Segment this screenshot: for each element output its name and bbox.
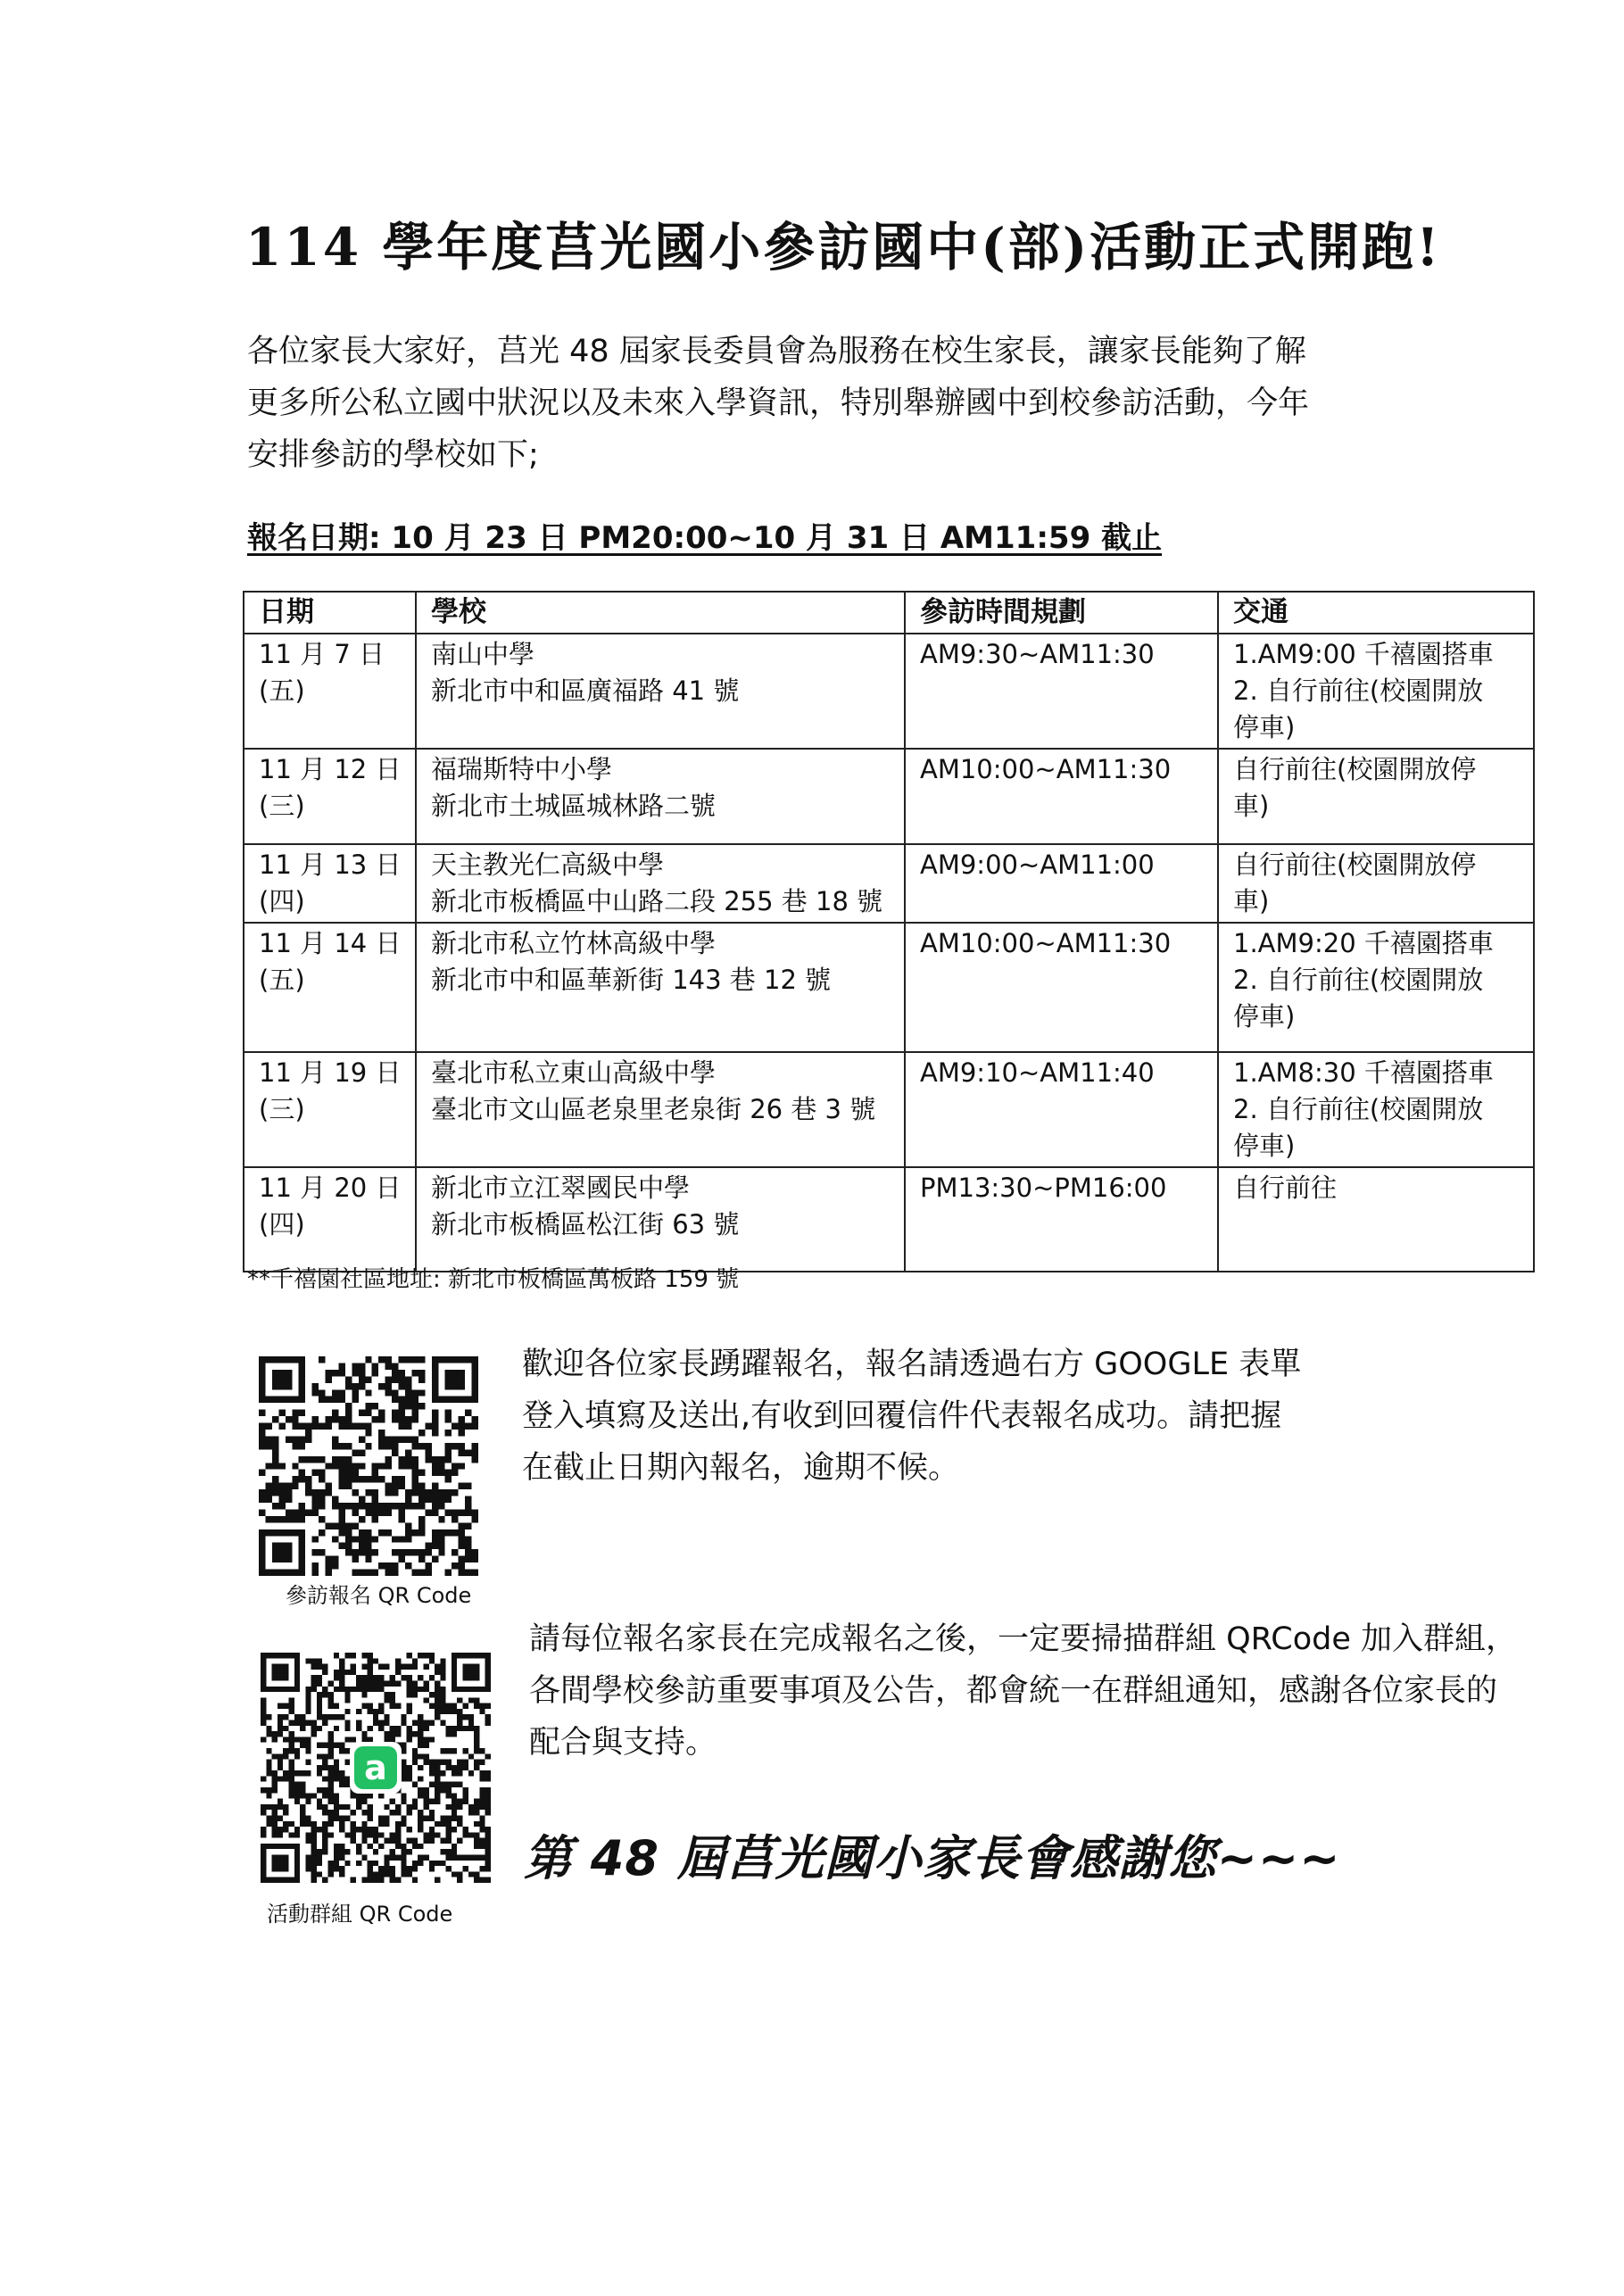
school-cell [416, 749, 905, 844]
time-cell [905, 844, 1218, 923]
group-qr-caption: 活動群組 QR Code [267, 1902, 453, 1927]
school-address: 新北市中和區廣福路 41 號 [431, 676, 740, 706]
visit-time: AM9:30~AM11:30 [920, 639, 1155, 669]
date-text: 11 月 13 日 [259, 850, 402, 880]
weekday-text: (五) [259, 965, 305, 995]
transport-line: 1.AM9:20 千禧園搭車 [1233, 928, 1494, 958]
transport-cell [1218, 1167, 1534, 1272]
group-qr-code[interactable] [261, 1653, 491, 1883]
visit-time: AM10:00~AM11:30 [920, 928, 1172, 958]
date-text: 11 月 14 日 [259, 928, 402, 958]
weekday-text: (五) [259, 676, 305, 706]
school-name: 天主教光仁高級中學 [431, 850, 665, 880]
date-text: 11 月 19 日 [259, 1057, 402, 1088]
transport-cell [1218, 1052, 1534, 1167]
date-text: 11 月 20 日 [259, 1173, 402, 1203]
transport-cell [1218, 923, 1534, 1052]
table-row [244, 1052, 1534, 1167]
column-header-transport: 交通 [1218, 592, 1534, 634]
signup-text-line-1: 歡迎各位家長踴躍報名，報名請透過右方 GOOGLE 表單 [522, 1347, 1302, 1382]
school-name: 臺北市私立東山高級中學 [431, 1057, 717, 1088]
school-name: 新北市私立竹林高級中學 [431, 928, 717, 958]
group-text-line-1: 請每位報名家長在完成報名之後，一定要掃描群組 QRCode 加入群組， [529, 1621, 1517, 1657]
school-name: 福瑞斯特中小學 [431, 754, 613, 784]
weekday-text: (三) [259, 1094, 305, 1124]
community-address-note: **千禧園社區地址: 新北市板橋區萬板路 159 號 [247, 1266, 740, 1293]
column-header-school: 學校 [416, 592, 905, 634]
group-text-line-2: 各間學校參訪重要事項及公告，都會統一在群組通知，感謝各位家長的 [529, 1673, 1498, 1709]
qr-code-icon [259, 1356, 478, 1576]
school-cell [416, 923, 905, 1052]
app-logo-icon: a [354, 1746, 397, 1789]
table-row [244, 923, 1534, 1052]
transport-cell [1218, 844, 1534, 923]
table-row [244, 844, 1534, 923]
intro-line-2: 更多所公私立國中狀況以及未來入學資訊，特別舉辦國中到校參訪活動，今年 [247, 385, 1310, 421]
signup-text-line-2: 登入填寫及送出,有收到回覆信件代表報名成功。請把握 [522, 1398, 1282, 1434]
date-cell [244, 634, 416, 749]
schedule-table [243, 591, 1535, 1272]
table-header-row [244, 592, 1534, 634]
signup-text-line-3: 在截止日期內報名，逾期不候。 [522, 1450, 960, 1486]
transport-line: 1.AM8:30 千禧園搭車 [1233, 1057, 1494, 1088]
thank-you-message: 第 48 屆莒光國小家長會感謝您~~~ [524, 1830, 1341, 1886]
weekday-text: (四) [259, 886, 305, 916]
time-cell [905, 1052, 1218, 1167]
school-cell [416, 1167, 905, 1272]
visit-time: AM9:00~AM11:00 [920, 850, 1155, 880]
transport-line: 1.AM9:00 千禧園搭車 [1233, 639, 1494, 669]
signup-qr-code[interactable] [259, 1356, 478, 1576]
table-row [244, 1167, 1534, 1272]
date-cell [244, 844, 416, 923]
group-text-line-3: 配合與支持。 [529, 1725, 717, 1761]
column-header-time: 參訪時間規劃 [905, 592, 1218, 634]
transport-line: 2. 自行前往(校園開放 [1233, 1094, 1484, 1124]
column-header-date: 日期 [244, 592, 416, 634]
transport-line: 2. 自行前往(校園開放 [1233, 676, 1484, 706]
time-cell [905, 749, 1218, 844]
date-cell [244, 749, 416, 844]
transport-line: 停車) [1233, 712, 1296, 742]
school-cell [416, 634, 905, 749]
registration-deadline: 報名日期: 10 月 23 日 PM20:00~10 月 31 日 AM11:59 截止 [247, 520, 1163, 556]
intro-line-3: 安排參訪的學校如下; [247, 437, 539, 473]
transport-cell [1218, 749, 1534, 844]
school-address: 新北市板橋區中山路二段 255 巷 18 號 [431, 886, 883, 916]
visit-time: AM10:00~AM11:30 [920, 754, 1172, 784]
transport-line: 車) [1233, 791, 1270, 821]
school-name: 新北市立江翠國民中學 [431, 1173, 691, 1203]
transport-line: 車) [1233, 886, 1270, 916]
transport-line: 自行前往(校園開放停 [1233, 754, 1477, 784]
school-address: 臺北市文山區老泉里老泉街 26 巷 3 號 [431, 1094, 876, 1124]
time-cell [905, 634, 1218, 749]
date-cell [244, 923, 416, 1052]
time-cell [905, 1167, 1218, 1272]
transport-line: 2. 自行前往(校園開放 [1233, 965, 1484, 995]
visit-time: AM9:10~AM11:40 [920, 1057, 1155, 1088]
school-cell [416, 844, 905, 923]
table-row [244, 634, 1534, 749]
school-address: 新北市中和區華新街 143 巷 12 號 [431, 965, 832, 995]
app-logo-frame [350, 1742, 402, 1794]
date-text: 11 月 7 日 [259, 639, 385, 669]
signup-qr-caption: 參訪報名 QR Code [286, 1583, 472, 1608]
intro-line-1: 各位家長大家好，莒光 48 屆家長委員會為服務在校生家長，讓家長能夠了解 [247, 334, 1306, 369]
transport-line: 停車) [1233, 1131, 1296, 1161]
school-address: 新北市板橋區松江街 63 號 [431, 1209, 740, 1239]
table-row [244, 749, 1534, 844]
school-name: 南山中學 [431, 639, 535, 669]
transport-line: 自行前往 [1233, 1173, 1338, 1203]
time-cell [905, 923, 1218, 1052]
visit-time: PM13:30~PM16:00 [920, 1173, 1167, 1203]
school-cell [416, 1052, 905, 1167]
transport-line: 自行前往(校園開放停 [1233, 850, 1477, 880]
weekday-text: (三) [259, 791, 305, 821]
page-title: 114 學年度莒光國小參訪國中(部)活動正式開跑! [245, 217, 1442, 278]
date-cell [244, 1052, 416, 1167]
transport-cell [1218, 634, 1534, 749]
transport-line: 停車) [1233, 1001, 1296, 1032]
weekday-text: (四) [259, 1209, 305, 1239]
school-address: 新北市土城區城林路二號 [431, 791, 717, 821]
date-cell [244, 1167, 416, 1272]
date-text: 11 月 12 日 [259, 754, 402, 784]
